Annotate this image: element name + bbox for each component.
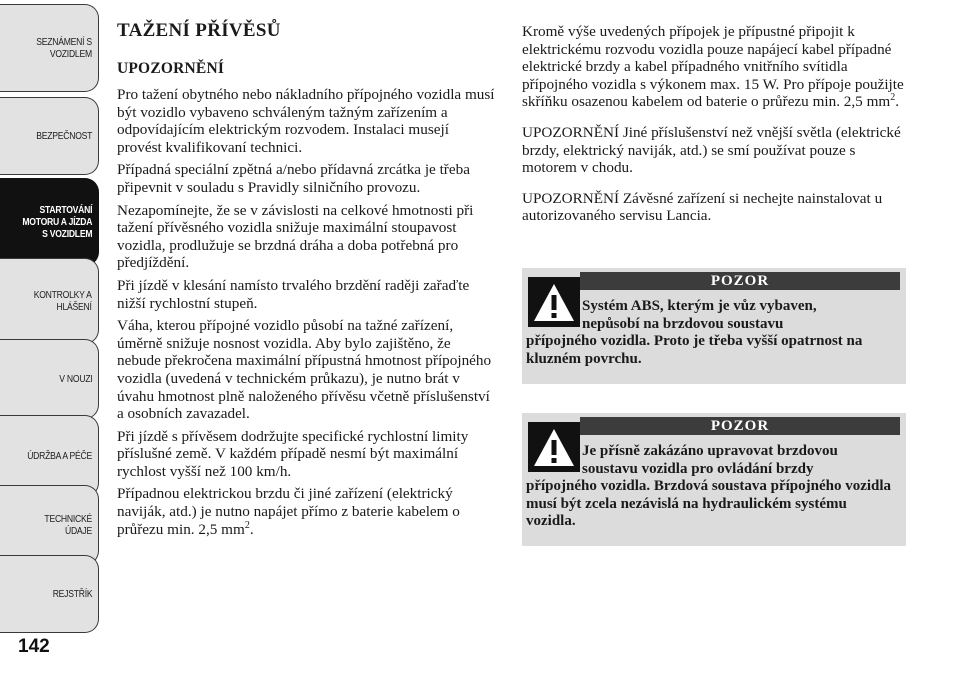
warning-line: přípojného vozidla. Brzdová soustava přípojného vozidla musí být zcela nezávislá na hydraulickém systému vozidla. <box>526 478 892 529</box>
paragraph: UPOZORNĚNÍ Závěsné zařízení si nechejte nainstalovat u autorizovaného servisu Lancia. <box>522 189 883 225</box>
paragraph <box>522 23 914 111</box>
punctuation: . <box>249 520 254 538</box>
tab-label: STARTOVÁNÍ MOTORU A JÍZDA S VOZIDLEM <box>22 203 92 241</box>
tab-v-nouzi[interactable] <box>0 339 99 419</box>
tab-label: REJSTŘÍK <box>52 587 92 600</box>
paragraph <box>117 485 497 538</box>
warning-box <box>522 413 906 546</box>
tab-bezpecnost[interactable] <box>0 97 99 175</box>
paragraph-text: Případnou elektrickou brzdu či jiné zařízení (elektrický naviják, atd.) je nutno napájet přímo z baterie kabelem o průřezu min. 2,5 mm <box>117 485 460 538</box>
tab-startovani[interactable] <box>0 178 99 266</box>
superscript: 2 <box>890 92 896 104</box>
warning-line: nepůsobí na brzdovou soustavu <box>582 315 784 332</box>
warning-heading: POZOR <box>580 417 900 435</box>
paragraph: Při jízdě s přívěsem dodržujte specifické rychlostní limity příslušné země. V každém případě nesmí být maximální rychlost vyšší než 100 km/h. <box>117 427 469 480</box>
tab-label: TECHNICKÉ ÚDAJE <box>44 512 92 537</box>
punctuation: . <box>895 93 899 111</box>
section-heading: UPOZORNĚNÍ <box>117 60 225 77</box>
warning-box <box>522 268 906 384</box>
paragraph: Váha, kterou přípojné vozidlo působí na tažné zařízení, úměrně snižuje nosnost vozidla. Aby bylo zajištěno, že nebude překročena maximální přípustná hmotnost přípojného vozidla (uvedená v technickém průkazu), je nutno brát v úvahu hmotnost plně naloženého přívěsu včetně příslušenství a osobních zavazadel. <box>117 317 492 423</box>
tab-rejstrik[interactable] <box>0 555 99 633</box>
paragraph: Při jízdě v klesání namísto trvalého brzdění raději zařaďte nižší rychlostní stupeň. <box>117 276 470 312</box>
warning-line: Je přísně zakázáno upravovat brzdovou <box>582 443 838 459</box>
tab-label: V NOUZI <box>58 372 92 385</box>
page-number: 142 <box>18 636 50 657</box>
tab-label: KONTROLKY A HLÁŠENÍ <box>34 288 92 313</box>
warning-text <box>526 443 898 531</box>
paragraph: Pro tažení obytného nebo nákladního přípojného vozidla musí být vozidlo vybaveno schváleným tažným zařízením a odpovídajícím elektrickým rozvodem. Instalaci musejí provést kvalifikovaní technici. <box>117 86 495 156</box>
warning-line: přípojného vozidla. Proto je třeba vyšší opatrnost na kluzném povrchu. <box>526 333 863 367</box>
warning-line: Systém ABS, kterým je vůz vybaven, <box>582 298 817 314</box>
superscript: 2 <box>244 519 250 531</box>
paragraph-text: Kromě výše uvedených přípojek je přípustné připojit k elektrickému rozvodu vozidla pouze napájecí kabel případné elektrické brzdy a kabel případného vnitřního svítidla přípojného vozidla s výkonem max. 15 W. Pro přípoje použijte skříňku osazenou kabelem od baterie o průřezu min. 2,5 mm <box>522 23 904 111</box>
right-column <box>522 23 914 238</box>
page-title: TAŽENÍ PŘÍVĚSŮ <box>117 20 281 41</box>
left-column <box>117 20 497 543</box>
warning-text <box>526 298 898 368</box>
tab-kontrolky[interactable] <box>0 258 99 344</box>
paragraph: Nezapomínejte, že se v závislosti na celkové hmotnosti při tažení přívěsného vozidla snižuje maximální stoupavost vozidla, prodlužuje se brzdná dráha a doba potřebná pro předjíždění. <box>117 201 474 272</box>
warning-heading: POZOR <box>580 272 900 290</box>
tab-seznameni[interactable] <box>0 4 99 92</box>
tab-label: BEZPEČNOST <box>36 129 92 142</box>
tab-label: ÚDRŽBA A PÉČE <box>27 449 92 462</box>
paragraph: UPOZORNĚNÍ Jiné příslušenství než vnější světla (elektrické brzdy, elektrický naviják, atd.) se smí používat pouze s motorem v chodu. <box>522 123 901 177</box>
tab-label: SEZNÁMENÍ S VOZIDLEM <box>36 35 92 60</box>
warning-line: soustavu vozidla pro ovládání brzdy <box>582 460 814 477</box>
paragraph: Případná speciální zpětná a/nebo přídavná zrcátka je třeba připevnit v souladu s Pravidly silničního provozu. <box>117 161 470 196</box>
tab-technicke-udaje[interactable] <box>0 485 99 565</box>
